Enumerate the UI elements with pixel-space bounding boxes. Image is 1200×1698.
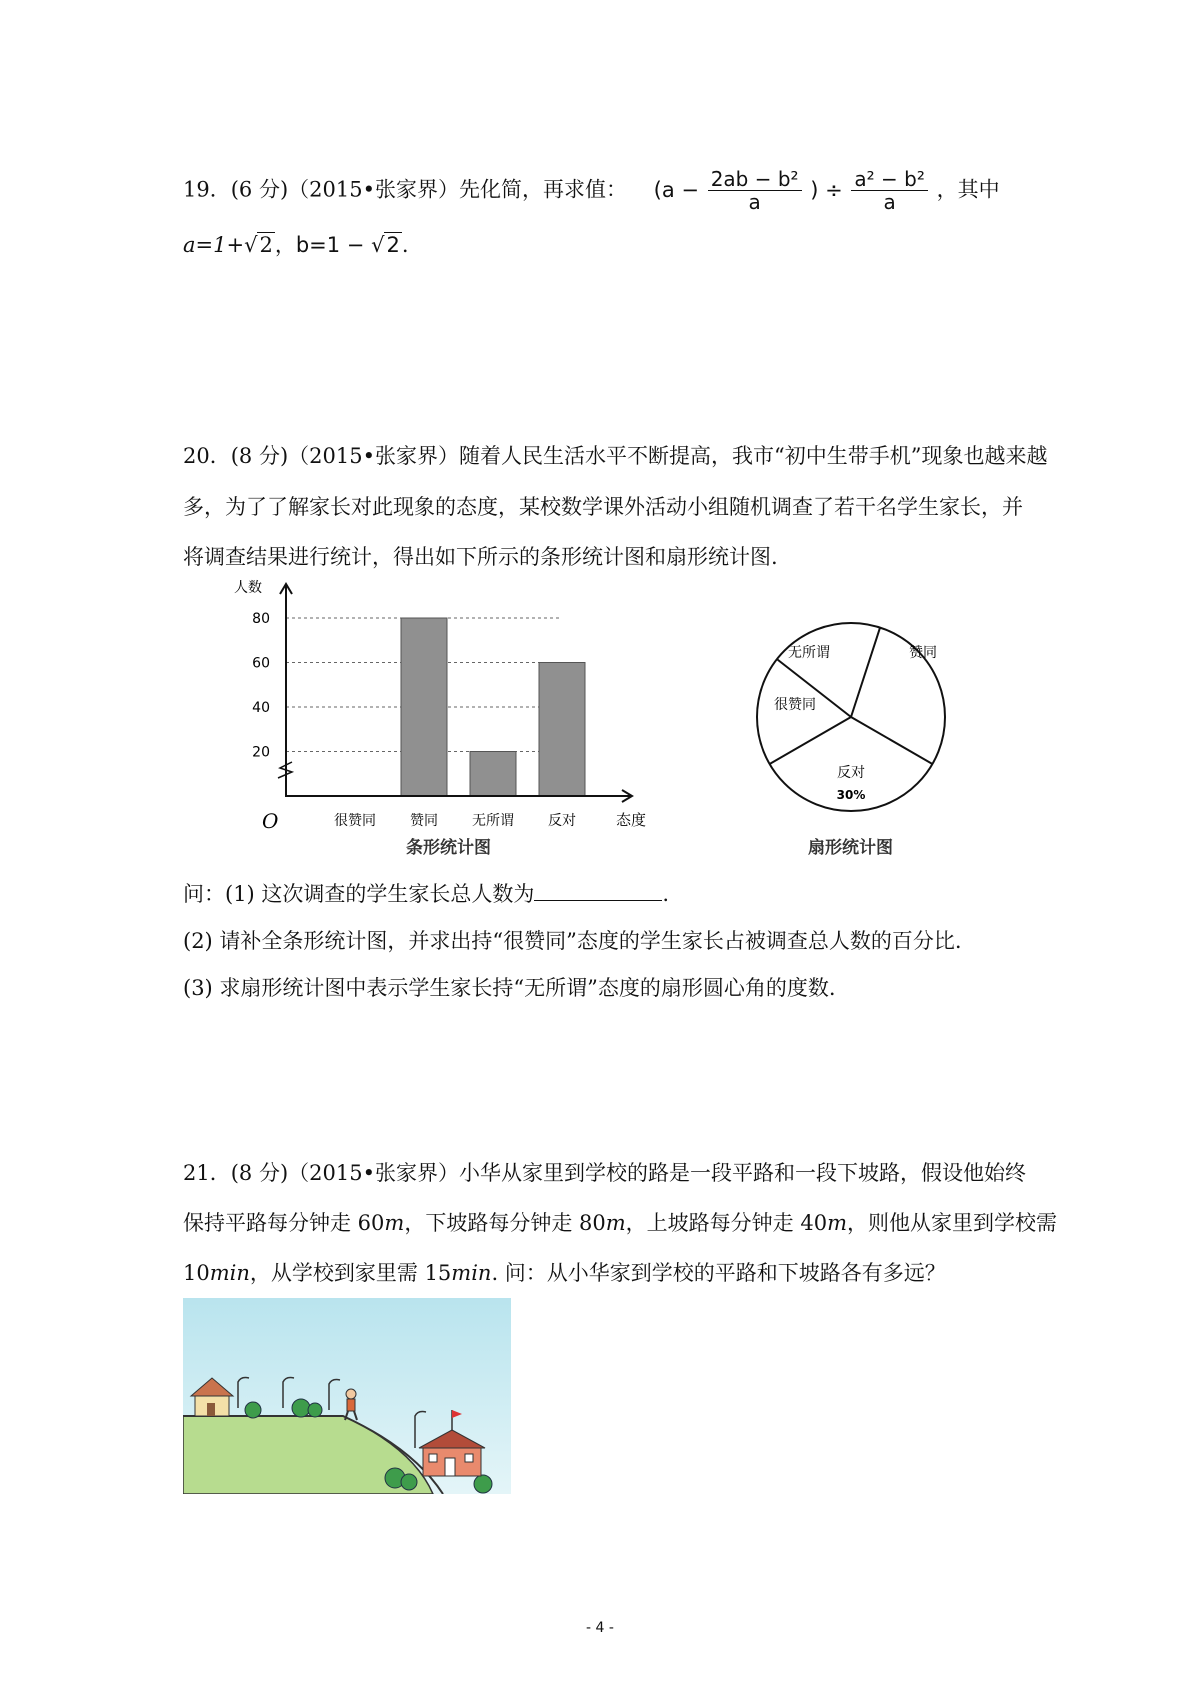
q20-sub2: (2) 请补全条形统计图，并求出持“很赞同”态度的学生家长占被调查总人数的百分比. <box>183 929 962 953</box>
y-tick-label: 60 <box>252 655 270 672</box>
q19-formula-divide: ) ÷ <box>810 177 843 202</box>
pie-slice-label: 反对 <box>837 765 865 781</box>
q19-tail: ，其中 <box>936 177 1000 202</box>
bar-chart <box>230 578 670 868</box>
q20-sub1 <box>183 880 669 907</box>
x-category-label: 赞同 <box>410 813 438 829</box>
q21-line2-a: 保持平路每分钟走 60 <box>183 1211 385 1235</box>
q19-formula <box>653 167 937 214</box>
q19-line2 <box>183 232 409 258</box>
q21-line3-e: . 问：从小华家到学校的平路和下坡路各有多远？ <box>491 1261 946 1285</box>
x-category-label: 反对 <box>548 813 576 829</box>
q19-line1 <box>183 168 1000 213</box>
q21-unit-m: m <box>384 1211 405 1235</box>
y-tick-label: 80 <box>252 611 270 627</box>
pie-chart-caption: 扇形统计图 <box>808 838 893 858</box>
q19-cond-end: . <box>401 233 409 257</box>
x-category-label: 很赞同 <box>334 813 376 829</box>
bar-chart-y-ticks <box>252 611 270 761</box>
q21-line2-c: ，下坡路每分钟走 80 <box>404 1211 606 1235</box>
y-tick-label: 40 <box>252 700 270 716</box>
q21-line3-a: 10 <box>183 1261 210 1285</box>
q19-fraction-1 <box>708 168 802 213</box>
q19-lead: 19．(6 分)（2015•张家界）先化简，再求值： <box>183 177 627 202</box>
pie-slice-label: 赞同 <box>909 645 937 661</box>
q20-sub3: (3) 求扇形统计图中表示学生家长持“无所谓”态度的扇形圆心角的度数. <box>183 976 836 1000</box>
bar-3 <box>539 663 585 797</box>
q19-cond-a: a=1+ <box>183 233 245 257</box>
y-axis-label: 人数 <box>234 580 262 596</box>
x-category-label: 无所谓 <box>472 813 514 829</box>
page-number: - 4 - <box>586 1620 614 1636</box>
bar-chart-caption: 条形统计图 <box>406 838 491 858</box>
q20-line1: 20．(8 分)（2015•张家界）随着人民生活水平不断提高，我市“初中生带手机”现象也越来越 <box>183 444 1048 468</box>
pie-slice-label: 很赞同 <box>774 697 816 713</box>
q21-line1: 21．(8 分)（2015•张家界）小华从家里到学校的路是一段平路和一段下坡路，假设他始终 <box>183 1161 1026 1185</box>
q21-unit-min: min <box>451 1261 492 1285</box>
answer-blank <box>534 880 662 901</box>
q20-line3: 将调查结果进行统计，得出如下所示的条形统计图和扇形统计图. <box>183 545 778 569</box>
y-tick-label: 20 <box>252 744 270 761</box>
q21-line2-g: ，则他从家里到学校需 <box>846 1211 1057 1235</box>
q21-unit-m: m <box>605 1211 626 1235</box>
q19-fraction-2-numerator: a² − b² <box>851 168 927 191</box>
q19-fraction-2-denominator: a <box>883 190 896 214</box>
pie-slice-percent: 30% <box>836 788 866 802</box>
sqrt-icon: √2 <box>244 233 273 257</box>
q19-cond-a-radicand: 2 <box>259 233 273 257</box>
x-axis-label: 态度 <box>616 811 647 829</box>
q19-cond-b: ，b=1 − <box>274 233 372 257</box>
road-illustration <box>183 1298 511 1494</box>
q19-cond-b-radicand: 2 <box>386 233 400 257</box>
pie-slice-label: 无所谓 <box>788 645 830 661</box>
sqrt-icon: √2 <box>371 233 400 257</box>
q19-fraction-2 <box>851 168 927 213</box>
q19-fraction-1-denominator: a <box>748 190 761 214</box>
q20-line2: 多，为了了解家长对此现象的态度，某校数学课外活动小组随机调查了若干名学生家长，并 <box>183 495 1023 519</box>
q21-line2-e: ，上坡路每分钟走 40 <box>625 1211 828 1235</box>
q19-fraction-1-numerator: 2ab − b² <box>708 168 802 191</box>
q21-line2 <box>183 1210 1057 1236</box>
bar-1 <box>401 618 447 796</box>
q21-unit-m: m <box>827 1211 847 1235</box>
bar-2 <box>470 752 516 797</box>
q21-unit-min: min <box>209 1261 250 1285</box>
q19-formula-open: (a − <box>653 177 700 202</box>
bar-chart-x-labels <box>334 812 576 829</box>
q20-sub1-end: . <box>662 882 670 906</box>
origin-label: O <box>262 809 279 833</box>
q21-line3 <box>183 1260 946 1286</box>
pie-chart <box>756 592 946 832</box>
q21-line3-c: ，从学校到家里需 15 <box>249 1261 452 1285</box>
q20-sub1-text: 问：(1) 这次调查的学生家长总人数为 <box>183 882 535 906</box>
